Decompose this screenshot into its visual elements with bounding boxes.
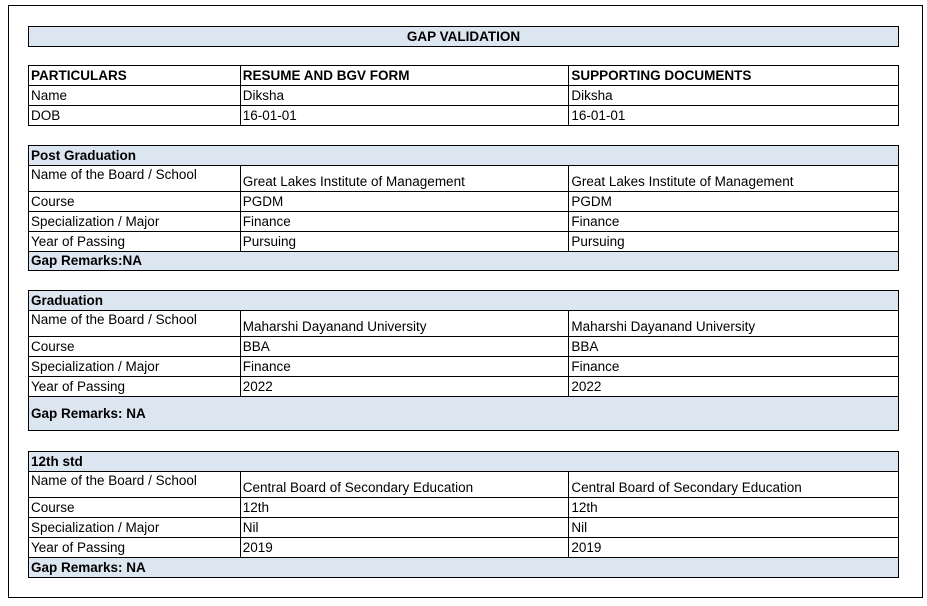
docs-value: Maharshi Dayanand University (569, 311, 899, 337)
row-label: Course (29, 192, 241, 212)
table-row (29, 498, 899, 518)
title-table (28, 26, 899, 47)
header-resume: RESUME AND BGV FORM (240, 66, 569, 86)
resume-value: Maharshi Dayanand University (240, 311, 569, 337)
resume-value: PGDM (240, 192, 569, 212)
resume-value: 16-01-01 (240, 106, 569, 126)
page-title: GAP VALIDATION (29, 27, 899, 47)
resume-value: Diksha (240, 86, 569, 106)
table-row (29, 166, 899, 192)
docs-value: Central Board of Secondary Education (569, 472, 899, 498)
docs-value: Great Lakes Institute of Management (569, 166, 899, 192)
row-label: Specialization / Major (29, 212, 241, 232)
row-label: Name of the Board / School (29, 166, 241, 192)
table-row (29, 86, 899, 106)
docs-value: Finance (569, 357, 899, 377)
particulars-table (28, 65, 899, 126)
bottom-border (8, 597, 923, 598)
table-row (29, 337, 899, 357)
resume-value: 12th (240, 498, 569, 518)
resume-value: Finance (240, 212, 569, 232)
table-row (29, 538, 899, 558)
gap-remarks: Gap Remarks:NA (29, 252, 899, 271)
table-row (29, 232, 899, 252)
row-label: Name of the Board / School (29, 311, 241, 337)
table-row (29, 311, 899, 337)
table-row (29, 192, 899, 212)
row-label: Year of Passing (29, 232, 241, 252)
row-label: Specialization / Major (29, 518, 241, 538)
docs-value: 2022 (569, 377, 899, 397)
resume-value: 2019 (240, 538, 569, 558)
section-heading: Graduation (29, 291, 899, 311)
header-supporting-docs: SUPPORTING DOCUMENTS (569, 66, 899, 86)
row-label: Year of Passing (29, 538, 241, 558)
section-12th-std (28, 451, 899, 578)
table-row (29, 472, 899, 498)
docs-value: 16-01-01 (569, 106, 899, 126)
row-label: Specialization / Major (29, 357, 241, 377)
docs-value: Pursuing (569, 232, 899, 252)
section-heading: 12th std (29, 452, 899, 472)
resume-value: Nil (240, 518, 569, 538)
gap-remarks: Gap Remarks: NA (29, 397, 899, 431)
resume-value: BBA (240, 337, 569, 357)
section-graduation (28, 290, 899, 431)
section-post-graduation (28, 145, 899, 271)
row-label: Name (29, 86, 241, 106)
table-row (29, 106, 899, 126)
docs-value: 12th (569, 498, 899, 518)
row-label: Year of Passing (29, 377, 241, 397)
row-label: Course (29, 337, 241, 357)
docs-value: Diksha (569, 86, 899, 106)
table-row (29, 377, 899, 397)
section-heading: Post Graduation (29, 146, 899, 166)
resume-value: Pursuing (240, 232, 569, 252)
docs-value: PGDM (569, 192, 899, 212)
resume-value: 2022 (240, 377, 569, 397)
resume-value: Finance (240, 357, 569, 377)
docs-value: 2019 (569, 538, 899, 558)
gap-remarks: Gap Remarks: NA (29, 558, 899, 578)
table-row (29, 518, 899, 538)
table-row (29, 357, 899, 377)
resume-value: Great Lakes Institute of Management (240, 166, 569, 192)
row-label: Name of the Board / School (29, 472, 241, 498)
table-row (29, 212, 899, 232)
row-label: Course (29, 498, 241, 518)
docs-value: Finance (569, 212, 899, 232)
resume-value: Central Board of Secondary Education (240, 472, 569, 498)
docs-value: Nil (569, 518, 899, 538)
docs-value: BBA (569, 337, 899, 357)
row-label: DOB (29, 106, 241, 126)
header-particulars: PARTICULARS (29, 66, 241, 86)
